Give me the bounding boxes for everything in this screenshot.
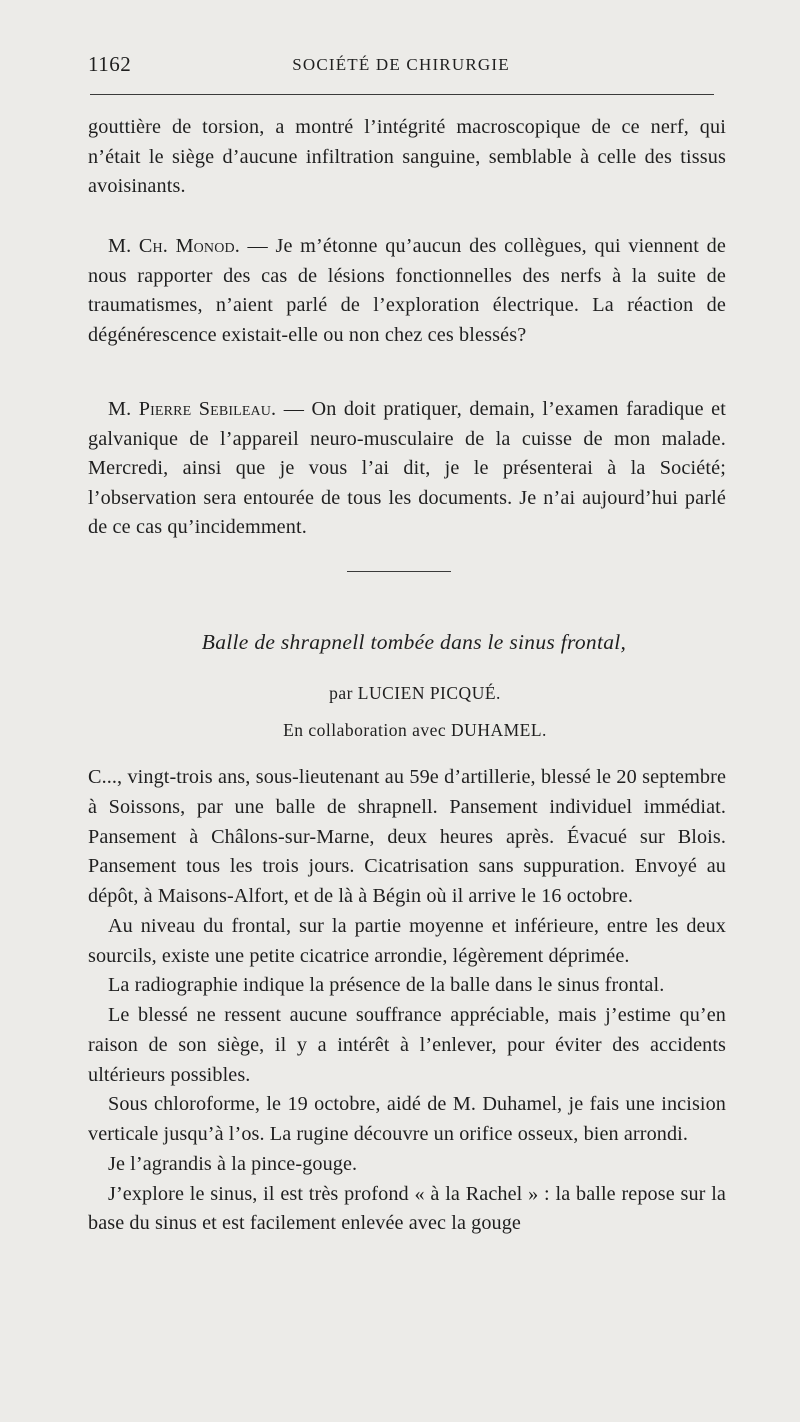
body-paragraph-radiography: La radiographie indique la présence de la balle dans le sinus frontal. <box>108 974 665 997</box>
article-body <box>88 763 726 1239</box>
speaker-monod: M. Ch. Monod. <box>108 235 240 257</box>
paragraph-sebileau-text: — On doit pratiquer, demain, l’examen faradique et galvanique de l’appareil neuro-musculaire de la cuisse de mon malade. Mercredi, ainsi que je vous l’ai dit, je le présenterai à la Société; l’observation sera entourée de tous les documents. Je n’ai aujourd’hui parlé de ce cas qu’incidemment. <box>88 398 726 539</box>
body-paragraph-enlargement: Je l’agrandis à la pince-gouge. <box>108 1152 358 1175</box>
header-rule <box>90 94 714 95</box>
page-number: 1162 <box>88 52 132 76</box>
page-header <box>88 52 714 82</box>
body-paragraph-scar: Au niveau du frontal, sur la partie moyenne et inférieure, entre les deux sourcils, existe une petite cicatrice arrondie, légèrement déprimée. <box>88 914 726 967</box>
running-head: SOCIÉTÉ DE CHIRURGIE <box>292 55 510 74</box>
paragraph-sebileau <box>88 395 726 543</box>
paragraph-nerve-integrity: gouttière de torsion, a montré l’intégrité macroscopique de ce nerf, qui n’était le siège d’aucune infiltration sanguine, semblable à celle des tissus avoisinants. <box>88 116 726 198</box>
paragraph-monod <box>88 232 726 350</box>
speaker-sebileau: M. Pierre Sebileau. <box>108 398 277 420</box>
article-collaboration: En collaboration avec DUHAMEL. <box>283 720 547 740</box>
article-title: Balle de shrapnell tombée dans le sinus frontal, <box>201 630 627 654</box>
body-paragraph-incision: Sous chloroforme, le 19 octobre, aidé de M. Duhamel, je fais une incision verticale jusqu’à l’os. La rugine découvre un orifice osseux, bien arrondi. <box>88 1093 726 1145</box>
body-paragraph-case-history: C..., vingt-trois ans, sous-lieutenant au 59e d’artillerie, blessé le 20 septembre à Soissons, par une balle de shrapnell. Pansement individuel immédiat. Pansement à Châlons-sur-Marne, deux heures après. Évacué sur Blois. Pansement tous les trois jours. Cicatrisation sans suppuration. Envoyé au dépôt, à Maisons-Alfort, et de là à Bégin où il arrive le 16 octobre. <box>88 766 726 907</box>
article-author: par LUCIEN PICQUÉ. <box>329 683 501 703</box>
paragraph-monod-text: — Je m’étonne qu’aucun des collègues, qui viennent de nous rapporter des cas de lésions fonctionnelles des nerfs à la suite de traumatismes, n’aient parlé de l’exploration électrique. La réaction de dégénérescence existait-elle ou non chez ces blessés? <box>88 235 726 346</box>
body-paragraph-indication: Le blessé ne ressent aucune souffrance appréciable, mais j’estime qu’en raison de son siège, il y a intérêt à l’enlever, pour éviter des accidents ultérieurs possibles. <box>88 1004 726 1086</box>
section-separator <box>347 571 451 572</box>
body-paragraph-extraction: J’explore le sinus, il est très profond « à la Rachel » : la balle repose sur la base du sinus et est facilement enlevée avec la gouge <box>88 1182 726 1235</box>
